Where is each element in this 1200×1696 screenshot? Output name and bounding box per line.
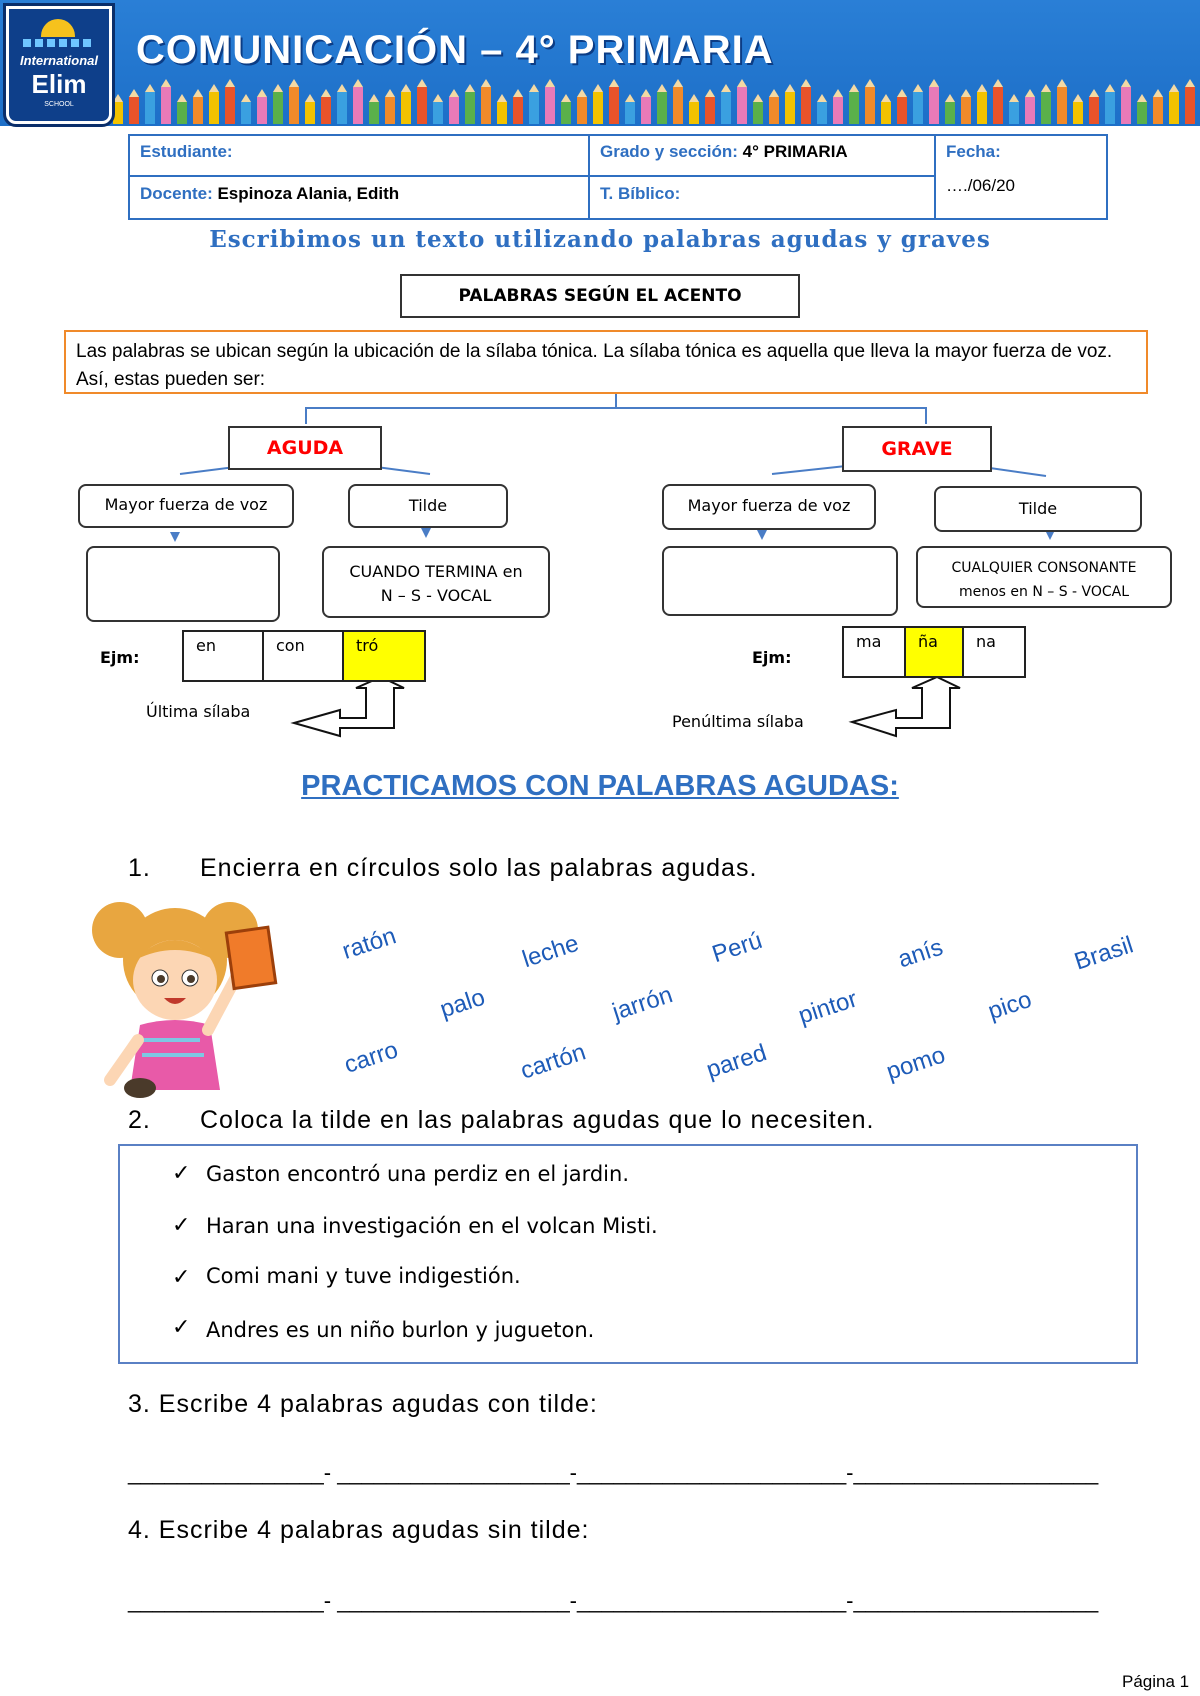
pencil-tip-shape xyxy=(305,94,315,102)
pencil-tip-shape xyxy=(465,84,475,92)
grado-label: Grado y sección: xyxy=(600,142,738,161)
pencil-shape xyxy=(897,97,907,124)
pencil-tip-shape xyxy=(321,89,331,97)
syllable-cell: na xyxy=(976,632,996,651)
pencil-shape xyxy=(881,102,891,124)
pencil-shape xyxy=(289,87,299,124)
logo-text-line1: International xyxy=(19,53,98,68)
pencil-shape xyxy=(273,92,283,124)
pencil-shape xyxy=(753,102,763,124)
pencil-tip-shape xyxy=(1153,89,1163,97)
logo-waves-icon xyxy=(23,39,93,47)
grave-example-syllables xyxy=(842,626,1026,678)
pencil-tip-shape xyxy=(673,79,683,87)
pencil-tip-shape xyxy=(209,84,219,92)
grave-tilde-box: Tilde xyxy=(934,486,1142,532)
sentence[interactable]: Comi mani y tuve indigestión. xyxy=(206,1264,521,1288)
pencil-tip-shape xyxy=(801,79,811,87)
pencil-shape xyxy=(785,92,795,124)
pencil-shape xyxy=(337,92,347,124)
pencil-shape xyxy=(1121,87,1131,124)
pencil-shape xyxy=(497,102,507,124)
word-option[interactable]: palo xyxy=(436,983,489,1024)
syllable-cell-stressed: ña xyxy=(906,628,964,676)
pencil-tip-shape xyxy=(257,89,267,97)
pencil-tip-shape xyxy=(593,84,603,92)
pencil-tip-shape xyxy=(1121,79,1131,87)
practice-title: PRACTICAMOS CON PALABRAS AGUDAS: xyxy=(301,770,899,802)
pencil-shape xyxy=(993,87,1003,124)
pencil-tip-shape xyxy=(1185,79,1195,87)
pencil-tip-shape xyxy=(865,79,875,87)
pencil-tip-shape xyxy=(497,94,507,102)
pencil-tip-shape xyxy=(577,89,587,97)
docente-value: Espinoza Alania, Edith xyxy=(217,184,400,203)
pencil-shape xyxy=(177,102,187,124)
pencil-shape xyxy=(737,87,747,124)
pencil-tip-shape xyxy=(1041,84,1051,92)
grado-field xyxy=(600,142,848,162)
pencil-shape xyxy=(1041,92,1051,124)
aguda-empty-answer-box[interactable] xyxy=(86,546,280,622)
pencil-shape xyxy=(817,102,827,124)
pencil-shape xyxy=(145,92,155,124)
question-3-text: 3. Escribe 4 palabras agudas con tilde: xyxy=(128,1390,598,1418)
grado-value: 4° PRIMARIA xyxy=(742,142,848,161)
sentence[interactable]: Andres es un niño burlon y jugueton. xyxy=(206,1318,595,1342)
page-number: Página 1 xyxy=(1122,1672,1190,1691)
pencil-shape xyxy=(769,97,779,124)
pencil-shape xyxy=(801,87,811,124)
pencil-shape xyxy=(865,87,875,124)
pencil-tip-shape xyxy=(881,94,891,102)
pencil-shape xyxy=(433,102,443,124)
pencil-shape xyxy=(449,97,459,124)
grave-rule-line2: menos en N – S - VOCAL xyxy=(958,584,1130,600)
pencil-tip-shape xyxy=(273,84,283,92)
logo-text-line3: SCHOOL xyxy=(44,101,74,108)
school-logo xyxy=(6,6,112,124)
pencil-tip-shape xyxy=(1057,79,1067,87)
pencil-tip-shape xyxy=(337,84,347,92)
answer-line-q4[interactable]: ________________- ___________________-______________________-____________________ xyxy=(128,1588,1099,1613)
pencil-shape xyxy=(1089,97,1099,124)
pencil-tip-shape xyxy=(1105,84,1115,92)
pencil-tip-shape xyxy=(481,79,491,87)
pencil-shape xyxy=(113,102,123,124)
pencil-shape xyxy=(689,102,699,124)
pencil-shape xyxy=(673,87,683,124)
pencil-shape xyxy=(833,97,843,124)
pencil-tip-shape xyxy=(385,89,395,97)
question-1-text: Encierra en círculos solo las palabras agudas. xyxy=(200,854,758,882)
pencil-shape xyxy=(1105,92,1115,124)
fecha-label: Fecha: xyxy=(946,142,1001,161)
word-option[interactable]: pico xyxy=(984,985,1035,1026)
grave-ejm-label: Ejm: xyxy=(752,648,792,667)
concept-intro: Las palabras se ubican según la ubicación de la sílaba tónica. La sílaba tónica es aquella que lleva la mayor fuerza de voz. Así, estas pueden ser: xyxy=(64,330,1148,394)
pencil-tip-shape xyxy=(833,89,843,97)
pencil-tip-shape xyxy=(561,94,571,102)
check-icon: ✓ xyxy=(172,1314,191,1339)
pencil-shape xyxy=(257,97,267,124)
lesson-subtitle: Escribimos un texto utilizando palabras agudas y graves xyxy=(209,226,991,253)
pencil-shape xyxy=(209,92,219,124)
estudiante-label: Estudiante: xyxy=(140,142,233,161)
student-info-table xyxy=(128,134,1108,220)
pencil-shape xyxy=(593,92,603,124)
pencil-shape xyxy=(305,102,315,124)
pencil-tip-shape xyxy=(545,79,555,87)
pencil-tip-shape xyxy=(657,84,667,92)
concept-title: PALABRAS SEGÚN EL ACENTO xyxy=(400,274,800,318)
pencil-shape xyxy=(705,97,715,124)
pencil-tip-shape xyxy=(177,94,187,102)
pencil-tip-shape xyxy=(1073,94,1083,102)
pencil-shape xyxy=(417,87,427,124)
page-title: COMUNICACIÓN – 4° PRIMARIA xyxy=(136,28,774,72)
sentence[interactable]: Haran una investigación en el volcan Misti. xyxy=(206,1214,658,1238)
word-option[interactable]: jarrón xyxy=(609,981,676,1026)
pencil-shape xyxy=(481,87,491,124)
pencil-shape xyxy=(977,92,987,124)
pencil-tip-shape xyxy=(689,94,699,102)
pencil-tip-shape xyxy=(193,89,203,97)
pencil-tip-shape xyxy=(929,79,939,87)
aguda-example-syllables xyxy=(182,630,426,682)
pencil-shape xyxy=(369,102,379,124)
pencil-tip-shape xyxy=(705,89,715,97)
pencil-tip-shape xyxy=(529,84,539,92)
pencil-shape xyxy=(225,87,235,124)
pencil-tip-shape xyxy=(161,79,171,87)
pencil-shape xyxy=(561,102,571,124)
pencil-shape xyxy=(1169,92,1179,124)
pencil-shape xyxy=(721,92,731,124)
grave-position-label: Penúltima sílaba xyxy=(672,712,804,731)
pencil-tip-shape xyxy=(1089,89,1099,97)
pencil-tip-shape xyxy=(289,79,299,87)
pencil-tip-shape xyxy=(353,79,363,87)
sentences-box xyxy=(118,1144,1138,1364)
pencil-tip-shape xyxy=(977,84,987,92)
check-icon: ✓ xyxy=(172,1264,191,1289)
grave-rule-box xyxy=(916,546,1172,608)
pencil-tip-shape xyxy=(769,89,779,97)
pencil-shape xyxy=(1185,87,1195,124)
pencil-shape xyxy=(929,87,939,124)
aguda-rule-box xyxy=(322,546,550,618)
girl-holding-book-illustration xyxy=(80,890,310,1100)
check-icon: ✓ xyxy=(172,1160,191,1185)
word-option[interactable]: anís xyxy=(894,933,947,974)
pencil-shape xyxy=(545,87,555,124)
syllable-cell: con xyxy=(264,632,344,680)
aguda-rule-line1: CUANDO TERMINA en xyxy=(349,562,523,581)
biblico-label: T. Bíblico: xyxy=(600,184,681,203)
word-option[interactable]: carro xyxy=(341,1036,402,1079)
pencil-tip-shape xyxy=(369,94,379,102)
pencil-shape xyxy=(577,97,587,124)
question-4-text: 4. Escribe 4 palabras agudas sin tilde: xyxy=(128,1516,590,1544)
sentence[interactable]: Gaston encontró una perdiz en el jardin. xyxy=(206,1162,630,1186)
aguda-mayor-fuerza-box: Mayor fuerza de voz xyxy=(78,484,294,528)
pencil-tip-shape xyxy=(1009,94,1019,102)
pencil-tip-shape xyxy=(897,89,907,97)
pencil-tip-shape xyxy=(609,79,619,87)
pencil-tip-shape xyxy=(1137,94,1147,102)
pencil-tip-shape xyxy=(721,84,731,92)
fecha-value: …./06/20 xyxy=(946,176,1015,195)
pencil-tip-shape xyxy=(433,94,443,102)
pencil-tip-shape xyxy=(113,94,123,102)
pencil-shape xyxy=(1073,102,1083,124)
check-icon: ✓ xyxy=(172,1212,191,1237)
pencil-tip-shape xyxy=(145,84,155,92)
word-option[interactable]: Perú xyxy=(708,926,766,969)
pencil-shape xyxy=(465,92,475,124)
pencil-shape xyxy=(401,92,411,124)
grave-mayor-fuerza-box: Mayor fuerza de voz xyxy=(662,484,876,530)
pencil-shape xyxy=(161,87,171,124)
pencil-shape xyxy=(513,97,523,124)
pencil-shape xyxy=(321,97,331,124)
pencil-shape xyxy=(129,97,139,124)
pencil-shape xyxy=(1057,87,1067,124)
pencil-shape xyxy=(193,97,203,124)
pencil-shape xyxy=(913,92,923,124)
pencil-tip-shape xyxy=(737,79,747,87)
pencil-shape xyxy=(961,97,971,124)
pencil-tip-shape xyxy=(945,94,955,102)
word-option[interactable]: pintor xyxy=(795,985,861,1030)
docente-label: Docente: xyxy=(140,184,213,203)
pencil-tip-shape xyxy=(625,94,635,102)
pencil-tip-shape xyxy=(513,89,523,97)
pencil-shape xyxy=(657,92,667,124)
pencil-tip-shape xyxy=(961,89,971,97)
pencil-shape xyxy=(1153,97,1163,124)
pencil-tip-shape xyxy=(241,94,251,102)
pencil-tip-shape xyxy=(993,79,1003,87)
grave-empty-answer-box[interactable] xyxy=(662,546,898,616)
aguda-position-label: Última sílaba xyxy=(146,702,251,721)
pencil-tip-shape xyxy=(129,89,139,97)
syllable-cell-stressed: tró xyxy=(344,632,424,680)
aguda-rule-line2: N – S - VOCAL xyxy=(380,586,492,605)
pencil-shape xyxy=(241,102,251,124)
pencil-shape xyxy=(609,87,619,124)
pencil-shape xyxy=(529,92,539,124)
aguda-box: AGUDA xyxy=(228,426,382,470)
logo-text-line2: Elim xyxy=(31,69,87,99)
question-1-number: 1. xyxy=(128,854,151,882)
pencil-tip-shape xyxy=(817,94,827,102)
pencil-tip-shape xyxy=(401,84,411,92)
pencil-shape xyxy=(353,87,363,124)
grave-box: GRAVE xyxy=(842,426,992,472)
pencil-tip-shape xyxy=(225,79,235,87)
aguda-ejm-label: Ejm: xyxy=(100,648,140,667)
docente-field xyxy=(140,184,399,204)
pencil-shape xyxy=(849,92,859,124)
pencil-tip-shape xyxy=(913,84,923,92)
pencil-tip-shape xyxy=(753,94,763,102)
pencil-shape xyxy=(945,102,955,124)
syllable-cell: en xyxy=(184,632,264,680)
word-option[interactable]: Brasil xyxy=(1071,931,1137,976)
word-option[interactable]: ratón xyxy=(339,922,400,965)
pencil-shape xyxy=(385,97,395,124)
pencil-shape xyxy=(1025,97,1035,124)
pencil-tip-shape xyxy=(849,84,859,92)
answer-line-q3[interactable]: ________________- ___________________-______________________-____________________ xyxy=(128,1460,1099,1485)
question-2-number: 2. xyxy=(128,1106,151,1134)
pencils-border-decoration xyxy=(110,76,1198,124)
aguda-tilde-box: Tilde xyxy=(348,484,508,528)
word-option[interactable]: leche xyxy=(519,929,582,974)
word-option[interactable]: pomo xyxy=(883,1041,949,1086)
pencil-tip-shape xyxy=(1025,89,1035,97)
logo-sun-icon xyxy=(41,19,75,37)
pencil-tip-shape xyxy=(417,79,427,87)
pencil-tip-shape xyxy=(449,89,459,97)
grave-rule-line1: CUALQUIER CONSONANTE xyxy=(951,560,1137,576)
pencil-tip-shape xyxy=(641,89,651,97)
pencil-tip-shape xyxy=(1169,84,1179,92)
syllable-cell: ma xyxy=(844,628,906,676)
word-option[interactable]: cartón xyxy=(517,1038,590,1085)
pencil-shape xyxy=(1009,102,1019,124)
pencil-tip-shape xyxy=(785,84,795,92)
pencil-shape xyxy=(1137,102,1147,124)
question-2-text: Coloca la tilde en las palabras agudas que lo necesiten. xyxy=(200,1106,875,1134)
word-option[interactable]: pared xyxy=(703,1039,770,1084)
pencil-shape xyxy=(625,102,635,124)
pencil-shape xyxy=(641,97,651,124)
